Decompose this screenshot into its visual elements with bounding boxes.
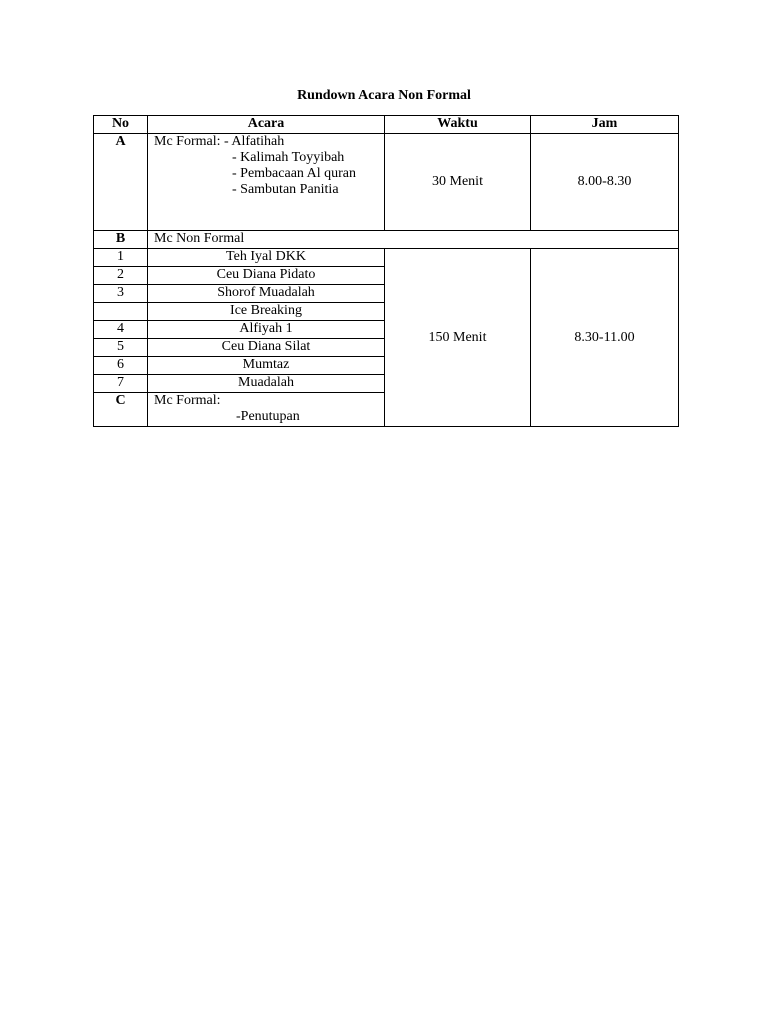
section-a-item: - Kalimah Toyyibah: [232, 150, 345, 165]
row-acara: Ceu Diana Pidato: [148, 267, 385, 285]
header-jam: Jam: [531, 116, 679, 134]
section-b-no: B: [94, 231, 148, 249]
section-c-item: -Penutupan: [236, 409, 300, 424]
section-a-item: - Pembacaan Al quran: [232, 166, 357, 181]
row-acara: Shorof Muadalah: [148, 285, 385, 303]
row-no: 3: [94, 285, 148, 303]
section-b-label: Mc Non Formal: [148, 231, 679, 249]
row-acara: Muadalah: [148, 375, 385, 393]
section-a-item: - Sambutan Panitia: [232, 182, 339, 197]
table-row: [94, 249, 679, 267]
table-header-row: [94, 116, 679, 134]
header-acara: Acara: [148, 116, 385, 134]
row-acara: Alfiyah 1: [148, 321, 385, 339]
section-a-no: A: [94, 134, 148, 231]
section-a-lead: Mc Formal: - Alfatihah: [154, 134, 285, 149]
section-a-jam: 8.00-8.30: [531, 134, 679, 231]
section-c-lead: Mc Formal:: [154, 393, 221, 408]
header-waktu: Waktu: [385, 116, 531, 134]
row-acara: Teh Iyal DKK: [148, 249, 385, 267]
section-b-jam: 8.30-11.00: [531, 249, 679, 427]
row-no: 2: [94, 267, 148, 285]
row-acara: Ceu Diana Silat: [148, 339, 385, 357]
header-no: No: [94, 116, 148, 134]
row-acara: Mumtaz: [148, 357, 385, 375]
row-no: 6: [94, 357, 148, 375]
row-no: 1: [94, 249, 148, 267]
rundown-table: [93, 115, 679, 427]
section-a-acara: [148, 134, 385, 231]
row-no: 7: [94, 375, 148, 393]
section-c-acara: [148, 393, 385, 427]
row-no: 5: [94, 339, 148, 357]
section-b-waktu: 150 Menit: [385, 249, 531, 427]
row-no: 4: [94, 321, 148, 339]
section-c-no: C: [94, 393, 148, 427]
row-no: [94, 303, 148, 321]
section-b-row: [94, 231, 679, 249]
section-a-row: [94, 134, 679, 231]
row-acara: Ice Breaking: [148, 303, 385, 321]
document-title: Rundown Acara Non Formal: [297, 88, 471, 103]
section-a-waktu: 30 Menit: [385, 134, 531, 231]
